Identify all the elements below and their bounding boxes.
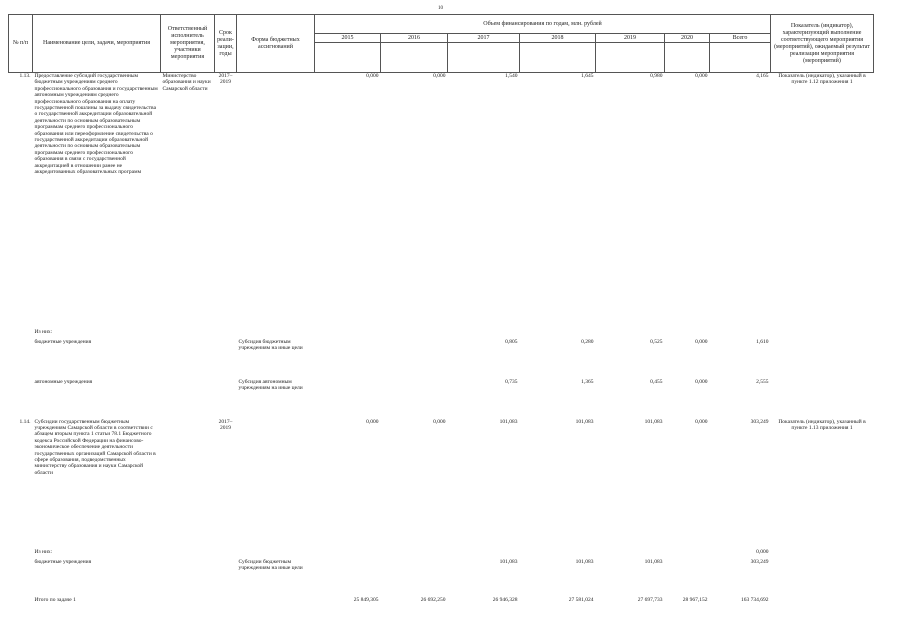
financing-table: [8, 14, 874, 607]
value-2017: 26 946,328: [492, 596, 518, 603]
value-2016: 26 692,250: [420, 596, 446, 603]
value-2017: 0,735: [505, 378, 518, 385]
value-2015: 0,000: [366, 418, 379, 425]
value-2018: 101,083: [575, 418, 594, 425]
row-form: [237, 73, 315, 329]
value-total: 163 734,692: [741, 596, 769, 603]
value-2020: 0,000: [695, 73, 708, 79]
year-header: 2015: [315, 34, 381, 43]
value-total: 303,249: [750, 558, 769, 565]
total-header: Всего: [710, 34, 771, 43]
value-2015: 0,000: [366, 73, 379, 79]
value-2018: 1,645: [581, 73, 594, 79]
value-2020: [665, 559, 710, 597]
value-total: 303,249: [750, 418, 769, 425]
value-2018: 0,280: [581, 338, 594, 345]
year-header: 2016: [381, 34, 448, 43]
row-indicator: Показатель (индикатор), указанный в пункте 1.13 приложения 1: [778, 418, 866, 431]
row-number: 1.13.: [19, 73, 31, 79]
col-name-header: Наименование цели, задачи, мероприятия: [33, 15, 161, 73]
row-name: Субсидии государственным бюджетным учреждениям Самарской области в соответствии с абзацем вторым пункта 1 статьи 78.1 Бюджетного кодекса Российской Федерации на финансово-экономическое обеспечение деятельности государственных организаций Самарской области в сфере образования, подведомственных министерству образования и науки Самарской области: [34, 418, 156, 476]
value-2015: [315, 379, 381, 419]
row-form: Субсидия бюджетным учреждениям на иные цели: [238, 338, 303, 351]
value-2019: 101,083: [644, 558, 663, 565]
row-name: автономные учреждения: [34, 378, 93, 385]
value-total: 4,165: [756, 73, 769, 79]
year-header: 2020: [665, 34, 710, 43]
value-2019: 0,455: [650, 378, 663, 385]
value-2016: [381, 559, 448, 597]
row-term: 2017–2019: [218, 418, 233, 431]
row-executor: Министерство образования и науки Самарской области: [162, 73, 211, 92]
value-2015: [315, 559, 381, 597]
value-2016: 0,000: [433, 418, 446, 425]
value-2015: 25 849,305: [353, 596, 379, 603]
year-header: 2019: [596, 34, 665, 43]
value-2020: 0,000: [695, 338, 708, 345]
col-term-header: Срок реали-зации, годы: [215, 15, 237, 73]
row-number: 1.14.: [19, 418, 31, 425]
value-2019: 101,083: [644, 418, 663, 425]
value-2016: [381, 339, 448, 379]
value-2018: 27 581,024: [568, 596, 594, 603]
row-name: бюджетные учреждения: [34, 558, 92, 565]
row-name: бюджетные учреждения: [34, 338, 92, 345]
value-2020: 28 967,152: [682, 596, 708, 603]
value-2016: 0,000: [433, 73, 446, 79]
value-2020: 0,000: [695, 418, 708, 425]
value-2017: 101,083: [499, 558, 518, 565]
row-name: Из них:: [34, 548, 53, 555]
value-2020: 0,000: [695, 378, 708, 385]
row-indicator: Показатель (индикатор), указанный в пункте 1.12 приложения 1: [778, 73, 866, 86]
row-name: Итого по задаче 1: [34, 596, 76, 603]
value-total: 2,555: [756, 378, 769, 385]
col-num-header: № п/п: [9, 15, 33, 73]
value-total: 0,000: [756, 548, 769, 555]
value-2016: [381, 379, 448, 419]
row-term: 2017–2019: [218, 73, 233, 86]
value-2019: 27 697,733: [637, 596, 663, 603]
year-header: 2017: [448, 34, 520, 43]
value-2017: 0,805: [505, 338, 518, 345]
value-2019: 0,525: [650, 338, 663, 345]
col-form-header: Форма бюджетных ассигнований: [237, 15, 315, 73]
col-executor-header: Ответственный исполнитель мероприятия, участники мероприятия: [161, 15, 215, 73]
row-name: Из них:: [34, 328, 53, 335]
value-2018: 1,365: [581, 378, 594, 385]
row-form: Субсидия автономным учреждениям на иные цели: [238, 378, 303, 391]
row-name: Предоставление субсидий государственным бюджетным учреждениям среднего профессионального образования и государственным автономным учреждениям среднего профессионального образования на оплату государственной пошлины за выдачу свидетельства о государственной аккредитации образовательной деятельности по основным образовательным программам среднего профессионального образования или переоформление свидетельства о государственной аккредитации образовательной деятельности по основным образовательным программам среднего профессионального образования в связи с государственной аккредитацией в отношении ранее не аккредитованных образовательных программ: [34, 73, 158, 176]
value-2018: 101,083: [575, 558, 594, 565]
value-2019: 0,980: [650, 73, 663, 79]
page-number: 10: [438, 6, 443, 11]
col-volume-header: Объем финансирования по годам, млн. рублей: [315, 15, 771, 34]
year-header: 2018: [520, 34, 596, 43]
row-form: Субсидии бюджетным учреждениям на иные цели: [238, 558, 303, 571]
value-2017: 1,540: [505, 73, 518, 79]
value-2015: [315, 339, 381, 379]
value-2017: 101,083: [499, 418, 518, 425]
col-indicator-header: Показатель (индикатор), характеризующий выполнение соответствующего мероприятия (мероприятий), ожидаемый результат реализации мероприятия (мероприятий): [771, 15, 874, 73]
value-total: 1,610: [756, 338, 769, 345]
